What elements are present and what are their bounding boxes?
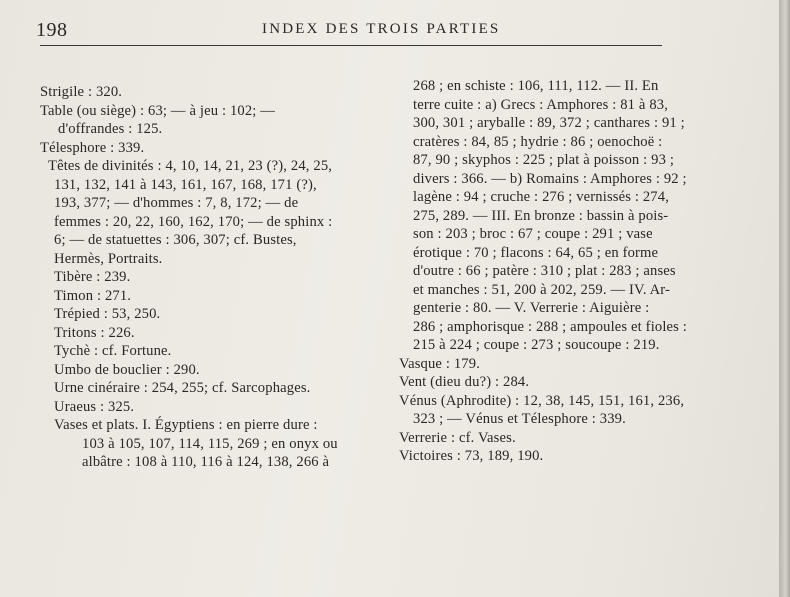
index-entry-tyche: Tychè : cf. Fortune. bbox=[54, 343, 172, 359]
index-entry-uraeus: Uraeus : 325. bbox=[54, 398, 135, 415]
index-entry-timon: Timon : 271. bbox=[54, 287, 132, 304]
index-entry-trepied: Trépied : 53, 250. bbox=[54, 306, 161, 322]
page-number: 198 bbox=[36, 19, 68, 41]
index-entry-tibere: Tibère : 239. bbox=[54, 269, 131, 285]
index-entry-table: Table (ou siège) : 63; — à jeu : 102; — d'offrandes : 125. bbox=[40, 102, 276, 137]
index-entry-verrerie: Verrerie : cf. Vases. bbox=[399, 429, 516, 446]
index-entry-victoires: Victoires : 73, 189, 190. bbox=[399, 448, 544, 464]
index-entry-tetes-de-divinites: Têtes de divinités : 4, 10, 14, 21, 23 (?), 24, 25, 131, 132, 141 à 143, 161, 167, 168, 171 (?), 193, 377; — d'hommes : 7, 8, 172; — de femmes : 20, 22, 160, 162, 170; — de sphinx : 6; — de statuettes : 306, 307; cf. Bustes, Hermès, Portraits. bbox=[48, 158, 333, 267]
running-head: INDEX DES TROIS PARTIES bbox=[262, 21, 501, 37]
index-entry-vent: Vent (dieu du?) : 284. bbox=[399, 374, 530, 390]
page-edge bbox=[779, 0, 790, 597]
index-entry-tritons: Tritons : 226. bbox=[54, 324, 135, 341]
index-entry-strigile: Strigile : 320. bbox=[40, 84, 123, 100]
header-rule bbox=[40, 45, 662, 46]
index-entry-telesphore: Télesphore : 339. bbox=[40, 139, 145, 156]
index-entry-vasque: Vasque : 179. bbox=[399, 355, 480, 372]
index-entry-urne-cineraire: Urne cinéraire : 254, 255; cf. Sarcophages. bbox=[54, 380, 311, 396]
index-entry-vases-continuation: 268 ; en schiste : 106, 111, 112. — II. En terre cuite : a) Grecs : Amphores : 81 à 83, 300, 301 ; aryballe : 89, 372 ; canthares : 91 ; cratères : 84, 85 ; hydrie : 86 ; oenochoë : 87, 90 ; skyphos : 225 ; plat à poisson : 93 ; divers : 366. — b) Romains : Amphores : 92 ; lagène : 94 ; cruche : 276 ; vernissés : 274, 275, 289. — III. En bronze : bassin à pois- son : 203 ; broc : 67 ; coupe : 291 ; vase érotique : 70 ; flacons : 64, 65 ; en forme d'outre : 66 ; patère : 310 ; plat : 283 ; anses et manches : 51, 200 à 202, 259. — IV. Ar- genterie : 80. — V. Verrerie : Aiguière : 286 ; amphorisque : 288 ; ampoules et fioles : 215 à 224 ; coupe : 273 ; soucoupe : 219. bbox=[413, 78, 688, 353]
index-entry-venus: Vénus (Aphrodite) : 12, 38, 145, 151, 161, 236, 323 ; — Vénus et Télesphore : 339. bbox=[399, 392, 685, 427]
index-column-left bbox=[40, 83, 390, 472]
index-entry-umbo: Umbo de bouclier : 290. bbox=[54, 361, 200, 378]
index-entry-vases-et-plats: Vases et plats. I. Égyptiens : en pierre dure : 103 à 105, 107, 114, 115, 269 ; en onyx ou albâtre : 108 à 110, 116 à 124, 138, 266 à bbox=[54, 417, 338, 470]
index-column-right bbox=[399, 77, 699, 466]
